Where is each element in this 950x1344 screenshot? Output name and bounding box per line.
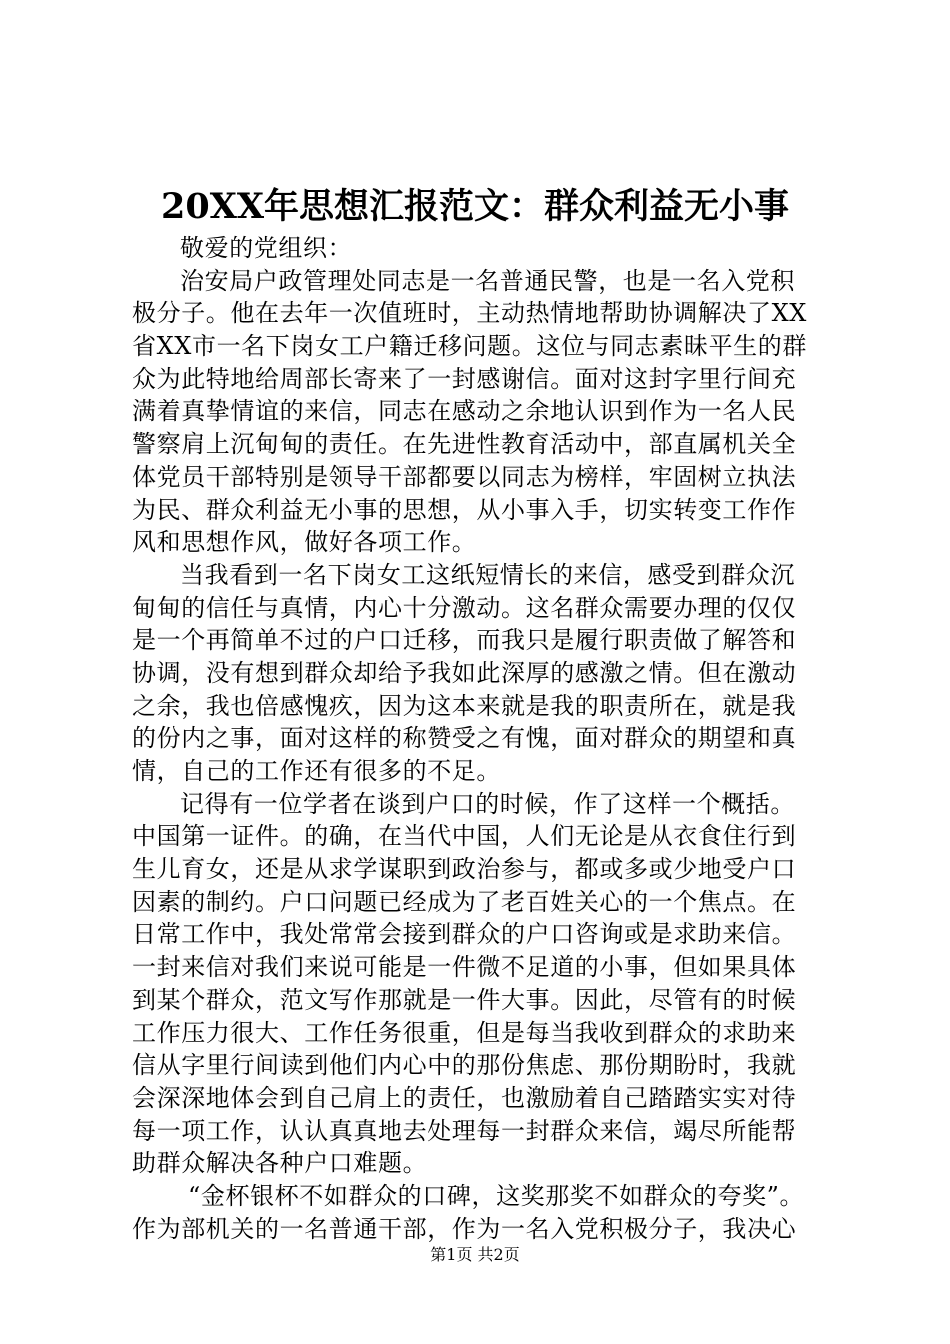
paragraph-line: 协调，没有想到群众却给予我如此深厚的感激之情。但在激动: [132, 658, 797, 687]
paragraph-line: 每一项工作，认认真真地去处理每一封群众来信，竭尽所能帮: [132, 1116, 797, 1145]
paragraph-line: 到某个群众，范文写作那就是一件大事。因此，尽管有的时候: [132, 985, 797, 1014]
salutation-line: 敬爱的党组织：: [180, 234, 353, 262]
paragraph-1: [132, 265, 832, 559]
document-body: [132, 232, 832, 1245]
paragraph-line: 体党员干部特别是领导干部都要以同志为榜样，牢固树立执法: [132, 462, 797, 491]
paragraph-3: [132, 788, 832, 1180]
paragraph-line: 甸甸的信任与真情，内心十分激动。这名群众需要办理的仅仅: [132, 593, 797, 622]
paragraph-line: 情，自己的工作还有很多的不足。: [132, 757, 501, 785]
paragraph-line: 众为此特地给周部长寄来了一封感谢信。面对这封字里行间充: [132, 364, 797, 393]
paragraph-line: 省XX市一名下岗女工户籍迁移问题。这位与同志素昧平生的群: [132, 332, 807, 361]
paragraph-line: 信从字里行间读到他们内心中的那份焦虑、那份期盼时，我就: [132, 1051, 797, 1080]
paragraph-line: 助群众解决各种户口难题。: [132, 1149, 428, 1178]
paragraph-4: [132, 1180, 832, 1245]
paragraph-line: 日常工作中，我处常常会接到群众的户口咨询或是求助来信。: [132, 920, 797, 949]
paragraph-line: 生儿育女，还是从求学谋职到政治参与，都或多或少地受户口: [132, 855, 797, 884]
paragraph-line: 工作压力很大、工作任务很重，但是每当我收到群众的求助来: [132, 1018, 797, 1047]
paragraph-2: [132, 559, 832, 788]
paragraph-line: 之余，我也倍感愧疚，因为这本来就是我的职责所在，就是我: [132, 691, 797, 720]
paragraph-line: 会深深地体会到自己肩上的责任，也激励着自己踏踏实实对待: [132, 1083, 797, 1112]
paragraph-line: 是一个再简单不过的户口迁移，而我只是履行职责做了解答和: [132, 626, 797, 655]
paragraph-line: 一封来信对我们来说可能是一件微不足道的小事，但如果具体: [132, 953, 797, 982]
paragraph-line: 的份内之事，面对这样的称赞受之有愧，面对群众的期望和真: [132, 724, 797, 753]
paragraph-line: 警察肩上沉甸甸的责任。在先进性教育活动中，部直属机关全: [132, 430, 797, 459]
paragraph-line: 风和思想作风，做好各项工作。: [132, 528, 477, 557]
paragraph-line: 为民、群众利益无小事的思想，从小事入手，切实转变工作作: [132, 495, 797, 524]
paragraph-line: 满着真挚情谊的来信，同志在感动之余地认识到作为一名人民: [132, 397, 797, 426]
paragraph-line: 记得有一位学者在谈到户口的时候，作了这样一个概括。: [180, 789, 795, 818]
paragraph-line: 极分子。他在去年一次值班时，主动热情地帮助协调解决了XX: [132, 299, 807, 328]
paragraph-line: 治安局户政管理处同志是一名普通民警，也是一名入党积: [180, 266, 795, 295]
salutation: [132, 232, 832, 265]
page-number-footer: 第1页 共2页: [430, 1245, 520, 1264]
paragraph-line: 当我看到一名下岗女工这纸短情长的来信，感受到群众沉: [180, 560, 795, 589]
paragraph-line: 因素的制约。户口问题已经成为了老百姓关心的一个焦点。在: [132, 887, 797, 916]
document-title: 20XX年思想汇报范文：群众利益无小事: [160, 186, 790, 227]
paragraph-line: “金杯银杯不如群众的口碑，这奖那奖不如群众的夸奖”。: [188, 1181, 805, 1210]
paragraph-line: 中国第一证件。的确，在当代中国，人们无论是从衣食住行到: [132, 822, 797, 851]
paragraph-line: 作为部机关的一名普通干部，作为一名入党积极分子，我决心: [132, 1214, 797, 1243]
